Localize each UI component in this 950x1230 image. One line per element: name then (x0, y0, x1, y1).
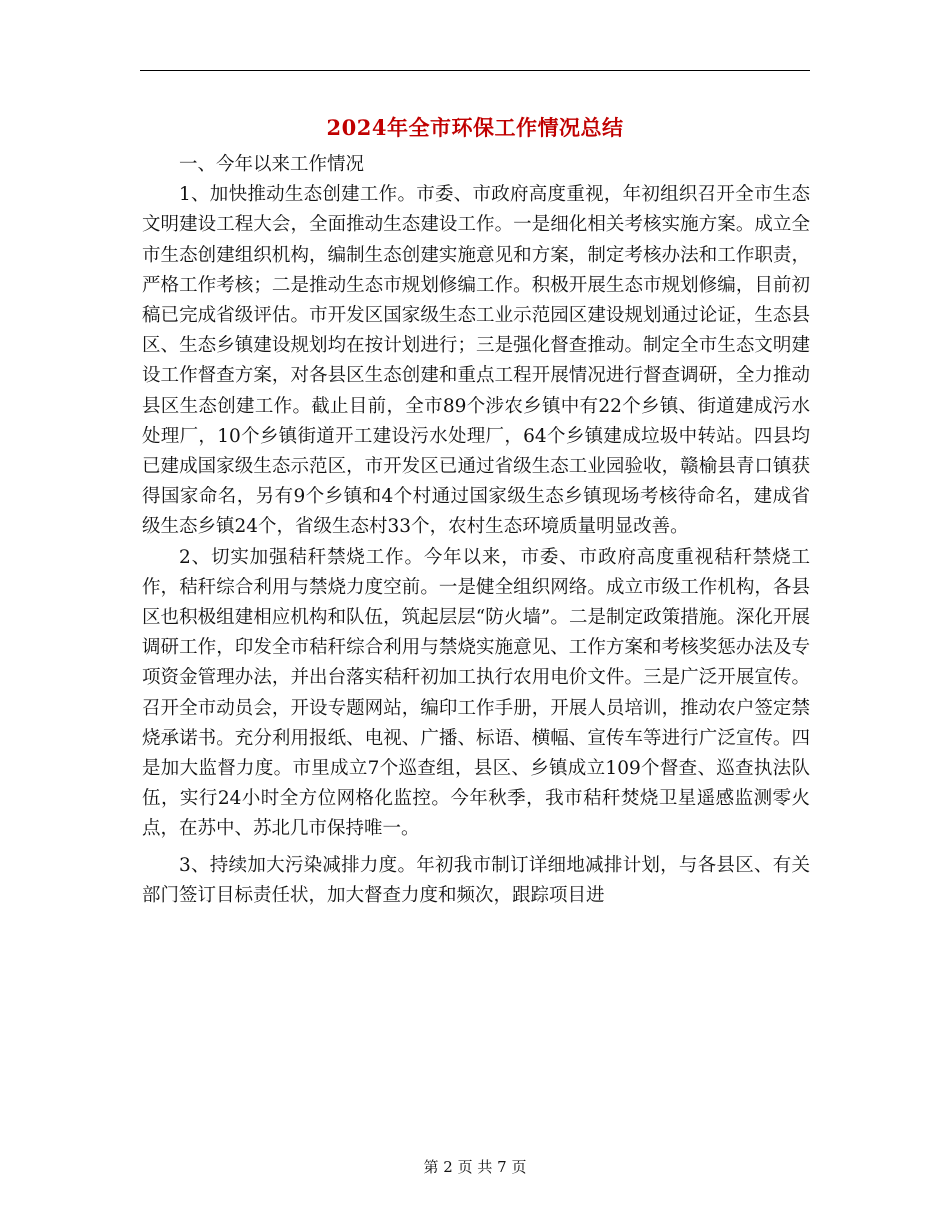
header-rule (140, 70, 810, 71)
paragraph-1: 1、加快推动生态创建工作。市委、市政府高度重视，年初组织召开全市生态文明建设工程大会，全面推动生态建设工作。一是细化相关考核实施方案。成立全市生态创建组织机构，编制生态创建实施意见和方案，制定考核办法和工作职责，严格工作考核；二是推动生态市规划修编工作。积极开展生态市规划修编，目前初稿已完成省级评估。市开发区国家级生态工业示范园区建设规划通过论证，生态县区、生态乡镇建设规划均在按计划进行；三是强化督查推动。制定全市生态文明建设工作督查方案，对各县区生态创建和重点工程开展情况进行督查调研，全力推动县区生态创建工作。截止目前，全市89个涉农乡镇中有22个乡镇、街道建成污水处理厂，10个乡镇街道开工建设污水处理厂，64个乡镇建成垃圾中转站。四县均已建成国家级生态示范区，市开发区已通过省级生态工业园验收，赣榆县青口镇获得国家命名，另有9个乡镇和4个村通过国家级生态乡镇现场考核待命名，建成省级生态乡镇24个，省级生态村33个，农村生态环境质量明显改善。 (142, 184, 810, 538)
document-body (142, 150, 810, 911)
page-footer: 第 2 页 共 7 页 (423, 1158, 527, 1176)
paragraph-3: 3、持续加大污染减排力度。年初我市制订详细地减排计划，与各县区、有关部门签订目标责任状，加大督查力度和频次，跟踪项目进 (142, 854, 810, 906)
document-title: 2024年全市环保工作情况总结 (326, 115, 624, 140)
paragraph-2: 2、切实加强秸秆禁烧工作。今年以来，市委、市政府高度重视秸秆禁烧工作，秸秆综合利用与禁烧力度空前。一是健全组织网络。成立市级工作机构，各县区也积极组建相应机构和队伍，筑起层层“防火墙”。二是制定政策措施。深化开展调研工作，印发全市秸秆综合利用与禁烧实施意见、工作方案和考核奖惩办法及专项资金管理办法，并出台落实秸秆初加工执行农用电价文件。三是广泛开展宣传。召开全市动员会，开设专题网站，编印工作手册，开展人员培训，推动农户签定禁烧承诺书。充分利用报纸、电视、广播、标语、横幅、宣传车等进行广泛宣传。四是加大监督力度。市里成立7个巡查组，县区、乡镇成立109个督查、巡查执法队伍，实行24小时全方位网格化监控。今年秋季，我市秸秆焚烧卫星遥感监测零火点，在苏中、苏北几市保持唯一。 (142, 546, 810, 840)
section-heading: 一、今年以来工作情况 (179, 154, 365, 175)
